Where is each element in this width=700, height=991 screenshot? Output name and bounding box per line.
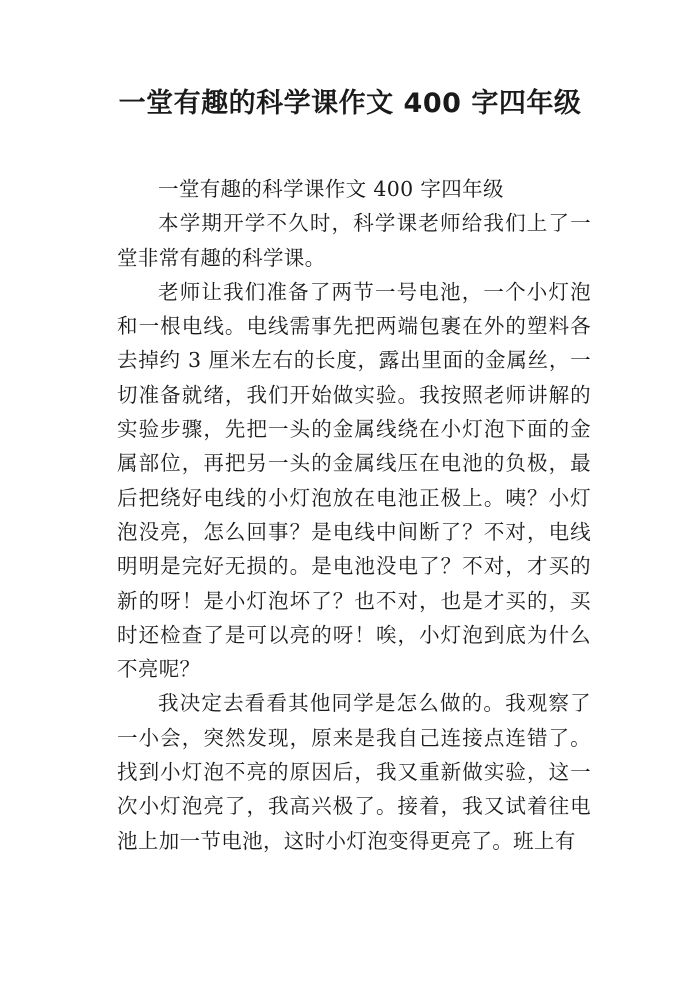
body-paragraph-intro: 本学期开学不久时，科学课老师给我们上了一堂非常有趣的科学课。 <box>117 211 591 270</box>
body-paragraph-discovery: 我决定去看看其他同学是怎么做的。我观察了一小会，突然发现，原来是我自己连接点连错了。找到小灯泡不亮的原因后，我又重新做实验，这一次小灯泡亮了，我高兴极了。接着，我又试着往电池上加一节电池，这时小灯泡变得更亮了。班上有 <box>117 691 591 853</box>
body-paragraph-experiment: 老师让我们准备了两节一号电池，一个小灯泡和一根电线。电线需事先把两端包裹在外的塑料各去掉约 3 厘米左右的长度，露出里面的金属丝，一切准备就绪，我们开始做实验。我按照老师讲解的实验步骤，先把一头的金属线绕在小灯泡下面的金属部位，再把另一头的金属线压在电池的负极，最后把绕好电线的小灯泡放在电池正极上。咦？小灯泡没亮，怎么回事？是电线中间断了？不对，电线明明是完好无损的。是电池没电了？不对，才买的新的呀！是小灯泡坏了？也不对，也是才买的，买时还检查了是可以亮的呀！唉，小灯泡到底为什么不亮呢？ <box>117 279 591 682</box>
document-title: 一堂有趣的科学课作文 400 字四年级 <box>118 88 582 119</box>
document-body <box>117 172 591 858</box>
body-paragraph-subtitle: 一堂有趣的科学课作文 400 字四年级 <box>158 177 504 201</box>
